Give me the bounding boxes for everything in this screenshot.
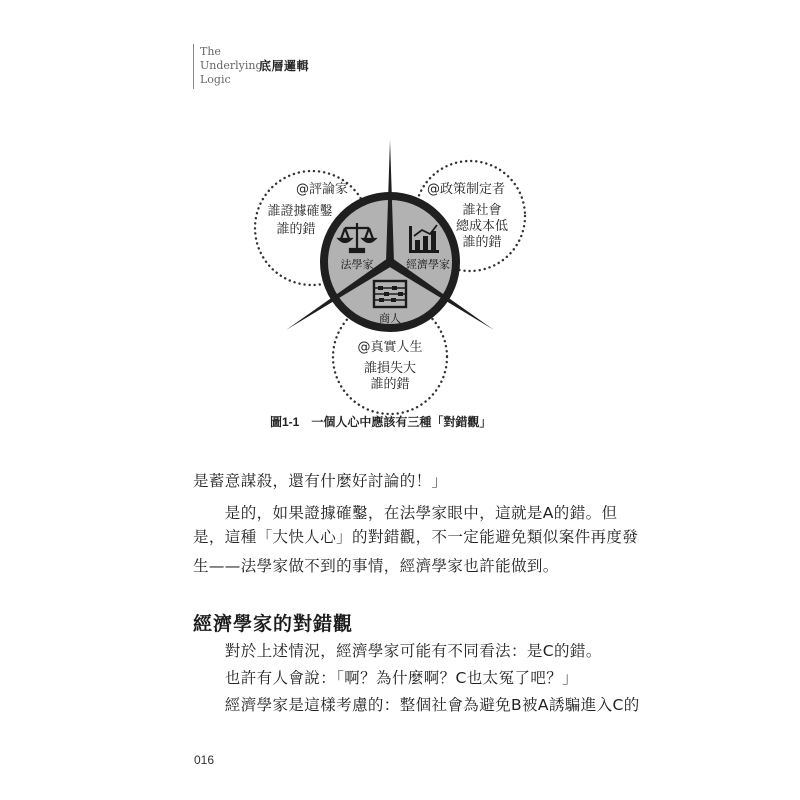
critic-handle: @評論家	[295, 182, 349, 197]
paragraph-line: 是的，如果證據確鑿，在法學家眼中，這就是A的錯。但	[193, 504, 618, 522]
figure-caption-text: 一個人心中應該有三種「對錯觀」	[311, 415, 492, 429]
paragraph-line: 經濟學家是這樣考慮的：整個社會為避免B被A誘騙進入C的	[193, 696, 640, 714]
paragraph-line: 也許有人會說：「啊？為什麼啊？C也太冤了吧？」	[193, 669, 579, 687]
figure-caption	[270, 413, 491, 430]
brand-en-line-1: The	[200, 45, 221, 58]
critic-line-1: 誰證據確鑿	[267, 204, 333, 219]
policymaker-line-3: 誰的錯	[462, 235, 502, 250]
segment-label-economist: 經濟學家	[406, 258, 450, 271]
brand-en-line-3: Logic	[200, 73, 231, 86]
critic-line-2: 誰的錯	[276, 222, 316, 237]
segment-label-jurist: 法學家	[340, 258, 374, 271]
brand-en-line-2: Underlying	[200, 59, 263, 72]
paragraph-line: 是蓄意謀殺，還有什麼好討論的！」	[193, 472, 448, 490]
page-number: 016	[194, 753, 215, 767]
brand-zh-title: 底層邏輯	[259, 59, 310, 73]
real-life-line-1: 誰損失大	[363, 361, 417, 376]
paragraph-line: 對於上述情況，經濟學家可能有不同看法：是C的錯。	[193, 642, 602, 660]
policymaker-line-1: 誰社會	[462, 203, 502, 218]
policymaker-line-2: 總成本低	[455, 219, 509, 234]
paragraph-line: 生——法學家做不到的事情，經濟學家也許能做到。	[193, 557, 559, 575]
segment-label-merchant: 商人	[379, 312, 401, 325]
paragraph-line: 是，這種「大快人心」的對錯觀，不一定能避免類似案件再度發	[193, 528, 639, 546]
figure-caption-number: 圖1-1	[270, 415, 300, 429]
policymaker-handle: @政策制定者	[426, 182, 506, 197]
real-life-line-2: 誰的錯	[370, 377, 410, 392]
real-life-handle: @真實人生	[357, 340, 423, 355]
section-heading: 經濟學家的對錯觀	[193, 613, 354, 635]
